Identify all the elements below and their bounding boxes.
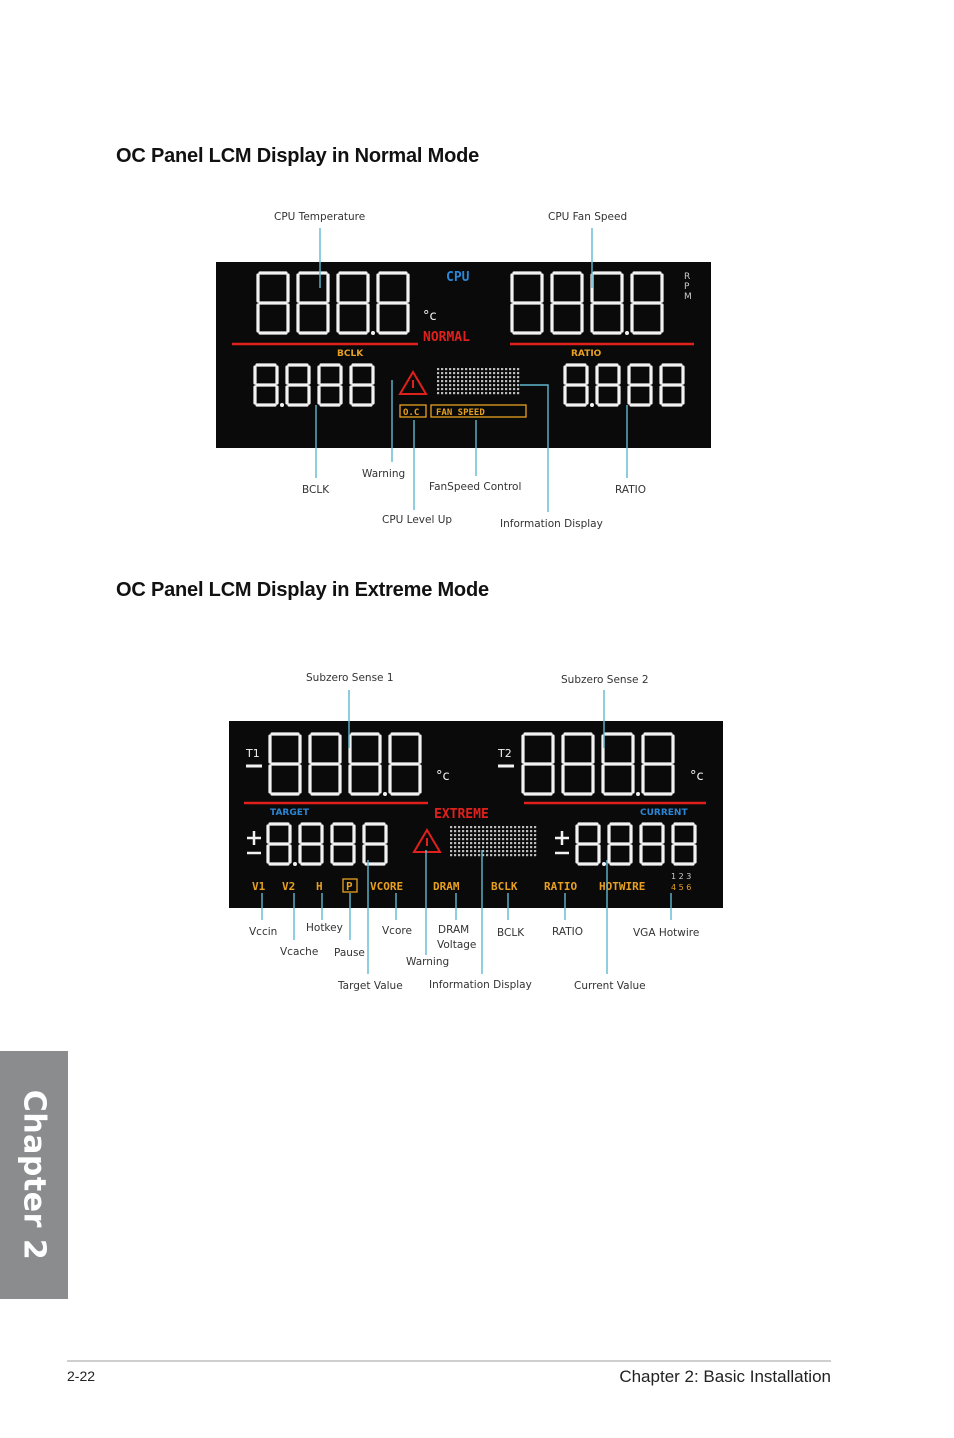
matrix-dot	[530, 854, 532, 856]
matrix-dot	[454, 846, 456, 848]
matrix-dot	[478, 830, 480, 832]
cpu-label: CPU	[446, 270, 470, 285]
hotwire-lcd-label: HOTWIRE	[599, 880, 646, 893]
callout-fanspeed-control: FanSpeed Control	[429, 481, 522, 493]
matrix-dot	[470, 842, 472, 844]
matrix-dot	[450, 846, 452, 848]
matrix-dot	[494, 838, 496, 840]
matrix-dot	[450, 842, 452, 844]
matrix-dot	[518, 846, 520, 848]
matrix-dot	[534, 854, 536, 856]
matrix-dot	[526, 854, 528, 856]
matrix-dot	[478, 850, 480, 852]
target-lcd-label: TARGET	[270, 808, 310, 818]
v2-lcd-label: V2	[282, 880, 296, 893]
matrix-dot	[522, 854, 524, 856]
callout-ratio: RATIO	[615, 484, 647, 496]
bclk-lcd-label: BCLK	[337, 349, 364, 359]
matrix-dot	[534, 842, 536, 844]
matrix-dot	[522, 838, 524, 840]
matrix-dot	[466, 850, 468, 852]
p-lcd-label: P	[346, 880, 353, 893]
matrix-dot	[486, 842, 488, 844]
matrix-dot	[450, 834, 452, 836]
fan-speed-lcd-label: FAN SPEED	[436, 408, 485, 418]
matrix-dot	[454, 838, 456, 840]
matrix-dot	[514, 830, 516, 832]
callout-warning: Warning	[362, 468, 406, 480]
callout-current-value: Current Value	[574, 980, 646, 992]
matrix-dot	[470, 826, 472, 828]
matrix-dot	[502, 826, 504, 828]
matrix-dot	[486, 850, 488, 852]
matrix-dot	[490, 846, 492, 848]
matrix-dot	[482, 842, 484, 844]
callout-pause: Pause	[334, 947, 365, 959]
matrix-dot	[478, 838, 480, 840]
matrix-dot	[526, 826, 528, 828]
matrix-dot	[530, 830, 532, 832]
matrix-dot	[502, 842, 504, 844]
matrix-dot	[486, 854, 488, 856]
matrix-dot	[522, 842, 524, 844]
matrix-dot	[462, 826, 464, 828]
matrix-dot	[482, 830, 484, 832]
matrix-dot	[514, 854, 516, 856]
callout-voltage: Voltage	[437, 939, 477, 951]
matrix-dot	[494, 834, 496, 836]
matrix-dot	[450, 854, 452, 856]
ratio-lcd-label: RATIO	[571, 349, 602, 359]
matrix-dot	[498, 830, 500, 832]
matrix-dot	[454, 854, 456, 856]
t2-celsius-unit: °c	[690, 769, 704, 784]
matrix-dot	[490, 834, 492, 836]
matrix-dot	[466, 830, 468, 832]
callout-subzero-sense-1: Subzero Sense 1	[306, 672, 394, 684]
matrix-dot	[482, 826, 484, 828]
matrix-dot	[454, 842, 456, 844]
matrix-dot	[486, 830, 488, 832]
matrix-dot	[458, 834, 460, 836]
matrix-dot	[534, 846, 536, 848]
matrix-dot	[470, 830, 472, 832]
matrix-dot	[458, 854, 460, 856]
matrix-dot	[530, 834, 532, 836]
matrix-dot	[510, 850, 512, 852]
matrix-dot	[522, 830, 524, 832]
matrix-dot	[518, 842, 520, 844]
matrix-dot	[462, 842, 464, 844]
matrix-dot	[490, 826, 492, 828]
matrix-dot	[494, 846, 496, 848]
callout-cpu-temperature: CPU Temperature	[274, 211, 366, 223]
matrix-dot	[510, 834, 512, 836]
decimal-point	[602, 862, 606, 866]
matrix-dot	[502, 846, 504, 848]
matrix-dot	[510, 854, 512, 856]
callout-information-display-extreme: Information Display	[429, 979, 532, 991]
matrix-dot	[530, 850, 532, 852]
matrix-dot	[518, 838, 520, 840]
matrix-dot	[462, 838, 464, 840]
callout-hotkey: Hotkey	[306, 922, 343, 934]
matrix-dot	[474, 846, 476, 848]
matrix-dot	[530, 846, 532, 848]
matrix-dot	[494, 826, 496, 828]
matrix-dot	[470, 838, 472, 840]
current-lcd-label: CURRENT	[640, 808, 688, 818]
matrix-dot	[474, 830, 476, 832]
matrix-dot	[530, 826, 532, 828]
matrix-dot	[482, 838, 484, 840]
callout-vcore: Vcore	[382, 925, 412, 937]
matrix-dot	[510, 826, 512, 828]
matrix-dot	[518, 850, 520, 852]
matrix-dot	[450, 826, 452, 828]
matrix-dot	[458, 838, 460, 840]
matrix-dot	[530, 838, 532, 840]
decimal-point	[636, 792, 640, 796]
page-number: 2-22	[67, 1368, 96, 1384]
h-lcd-label: H	[316, 880, 323, 893]
callout-warning-extreme: Warning	[406, 956, 450, 968]
callout-bclk-extreme: BCLK	[497, 927, 525, 939]
matrix-dot	[498, 838, 500, 840]
matrix-dot	[526, 838, 528, 840]
chapter-side-tab-label: Chapter 2	[16, 1089, 52, 1261]
celsius-unit: °c	[423, 309, 437, 324]
matrix-dot	[478, 842, 480, 844]
callout-dram: DRAM	[438, 924, 470, 936]
matrix-dot	[470, 834, 472, 836]
matrix-dot	[522, 846, 524, 848]
matrix-dot	[458, 850, 460, 852]
matrix-dot	[458, 842, 460, 844]
matrix-dot	[470, 854, 472, 856]
matrix-dot	[506, 834, 508, 836]
matrix-dot	[454, 850, 456, 852]
matrix-dot	[466, 826, 468, 828]
matrix-dot	[482, 846, 484, 848]
matrix-dot	[514, 838, 516, 840]
matrix-dot	[522, 834, 524, 836]
matrix-dot	[502, 838, 504, 840]
matrix-dot	[486, 846, 488, 848]
matrix-dot	[502, 854, 504, 856]
t1-label: T1	[246, 747, 260, 760]
matrix-dot	[462, 850, 464, 852]
matrix-dot	[474, 838, 476, 840]
normal-mode-label: NORMAL	[423, 330, 470, 345]
matrix-dot	[470, 846, 472, 848]
matrix-dot	[534, 826, 536, 828]
matrix-dot	[502, 834, 504, 836]
matrix-dot	[454, 830, 456, 832]
matrix-dot	[474, 854, 476, 856]
matrix-dot	[510, 842, 512, 844]
matrix-dot	[534, 834, 536, 836]
callout-vcache: Vcache	[280, 946, 319, 958]
matrix-dot	[466, 842, 468, 844]
t2-label: T2	[498, 747, 512, 760]
matrix-dot	[526, 830, 528, 832]
callout-cpu-fan-speed: CPU Fan Speed	[548, 211, 628, 223]
matrix-dot	[462, 854, 464, 856]
matrix-dot	[502, 830, 504, 832]
callout-cpu-level-up: CPU Level Up	[382, 514, 453, 526]
matrix-dot	[486, 838, 488, 840]
v1-lcd-label: V1	[252, 880, 266, 893]
matrix-dot	[514, 826, 516, 828]
matrix-dot	[522, 826, 524, 828]
decimal-point	[383, 792, 387, 796]
matrix-dot	[474, 850, 476, 852]
matrix-dot	[478, 826, 480, 828]
matrix-dot	[474, 826, 476, 828]
hotwire-numbers-top: 1 2 3	[671, 872, 692, 881]
matrix-dot	[498, 842, 500, 844]
matrix-dot	[466, 854, 468, 856]
ratio-extreme-lcd-label: RATIO	[544, 880, 578, 893]
matrix-dot	[514, 842, 516, 844]
matrix-dot	[462, 834, 464, 836]
hotwire-numbers-bottom: 4 5 6	[671, 883, 692, 892]
matrix-dot	[534, 838, 536, 840]
callout-vccin: Vccin	[249, 926, 278, 938]
matrix-dot	[510, 830, 512, 832]
matrix-dot	[482, 834, 484, 836]
matrix-dot	[450, 830, 452, 832]
matrix-dot	[458, 830, 460, 832]
t1-celsius-unit: °c	[436, 769, 450, 784]
matrix-dot	[486, 826, 488, 828]
matrix-dot	[506, 838, 508, 840]
matrix-dot	[494, 842, 496, 844]
callout-subzero-sense-2: Subzero Sense 2	[561, 674, 649, 686]
matrix-dot	[514, 834, 516, 836]
matrix-dot	[526, 834, 528, 836]
matrix-dot	[498, 846, 500, 848]
matrix-dot	[498, 834, 500, 836]
callout-bclk: BCLK	[302, 484, 330, 496]
decimal-point	[293, 862, 297, 866]
matrix-dot	[506, 854, 508, 856]
matrix-dot	[518, 834, 520, 836]
callout-information-display: Information Display	[500, 518, 603, 530]
matrix-dot	[494, 854, 496, 856]
matrix-dot	[526, 842, 528, 844]
matrix-dot	[478, 834, 480, 836]
matrix-dot	[490, 850, 492, 852]
matrix-dot	[510, 846, 512, 848]
matrix-dot	[506, 842, 508, 844]
normal-mode-heading: OC Panel LCM Display in Normal Mode	[116, 145, 480, 167]
matrix-dot	[450, 850, 452, 852]
rpm-m: M	[684, 292, 692, 302]
rpm-p: P	[684, 282, 690, 292]
matrix-dot	[466, 834, 468, 836]
matrix-dot	[470, 850, 472, 852]
matrix-dot	[526, 846, 528, 848]
matrix-dot	[506, 850, 508, 852]
matrix-dot	[462, 830, 464, 832]
matrix-dot	[522, 850, 524, 852]
matrix-dot	[502, 850, 504, 852]
matrix-dot	[490, 830, 492, 832]
matrix-dot	[474, 842, 476, 844]
rpm-r: R	[684, 272, 691, 282]
matrix-dot	[478, 846, 480, 848]
matrix-dot	[486, 834, 488, 836]
matrix-dot	[490, 842, 492, 844]
matrix-dot	[450, 838, 452, 840]
extreme-mode-heading: OC Panel LCM Display in Extreme Mode	[116, 579, 489, 601]
matrix-dot	[498, 854, 500, 856]
matrix-dot	[478, 854, 480, 856]
matrix-dot	[518, 830, 520, 832]
matrix-dot	[534, 850, 536, 852]
matrix-dot	[514, 846, 516, 848]
bclk-extreme-lcd-label: BCLK	[491, 880, 518, 893]
matrix-dot	[506, 846, 508, 848]
matrix-dot	[458, 826, 460, 828]
matrix-dot	[506, 826, 508, 828]
matrix-dot	[454, 826, 456, 828]
footer-chapter-title: Chapter 2: Basic Installation	[619, 1367, 831, 1386]
matrix-dot	[510, 838, 512, 840]
callout-target-value: Target Value	[338, 980, 403, 992]
matrix-dot	[466, 846, 468, 848]
matrix-dot	[514, 850, 516, 852]
footer-divider	[67, 1360, 831, 1362]
matrix-dot	[494, 830, 496, 832]
matrix-dot	[498, 850, 500, 852]
matrix-dot	[490, 838, 492, 840]
callout-vga-hotwire: VGA Hotwire	[633, 927, 700, 939]
extreme-mode-label: EXTREME	[434, 807, 489, 822]
matrix-dot	[518, 854, 520, 856]
matrix-dot	[506, 830, 508, 832]
matrix-dot	[454, 834, 456, 836]
matrix-dot	[498, 826, 500, 828]
vcore-lcd-label: VCORE	[370, 880, 404, 893]
matrix-dot	[518, 826, 520, 828]
callout-ratio-extreme: RATIO	[552, 926, 584, 938]
matrix-dot	[530, 842, 532, 844]
matrix-dot	[458, 846, 460, 848]
matrix-dot	[462, 846, 464, 848]
matrix-dot	[494, 850, 496, 852]
matrix-dot	[474, 834, 476, 836]
oc-lcd-label: O.C	[403, 408, 420, 418]
matrix-dot	[466, 838, 468, 840]
matrix-dot	[526, 850, 528, 852]
matrix-dot	[534, 830, 536, 832]
matrix-dot	[490, 854, 492, 856]
dram-lcd-label: DRAM	[433, 880, 460, 893]
